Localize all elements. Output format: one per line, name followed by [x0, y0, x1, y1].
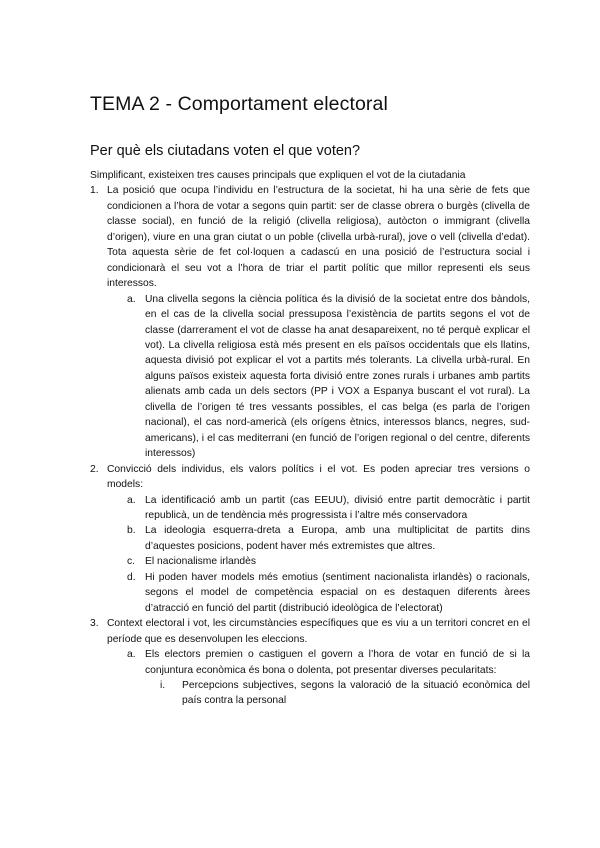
list-item-1	[90, 183, 530, 291]
list-item-text: La identificació amb un partit (cas EEUU), divisió entre partit democràtic i partit republicà, un de tendència més progressista i l’altre més conservadora	[145, 494, 530, 521]
sublist-item-2c	[90, 554, 530, 569]
intro-paragraph: Simplificant, existeixen tres causes principals que expliquen el vot de la ciutadania	[90, 170, 466, 181]
list-marker: 1.	[90, 185, 99, 197]
list-marker: a.	[127, 649, 136, 661]
list-item-text: La posició que ocupa l’individu en l’estructura de la societat, hi ha una sèrie de fets que condicionen a l’hora de votar a segons quin partit: ser de classe obrera o burgès (clivella de classe social), en funció de la religió (clivella religiosa), autòcton o immigrant (clivella d’origen), viure en una gran ciutat o un poble (clivella urbà-rural), jove o vell (clivella d’edat). Tota aquesta sèrie de fet col·loquen a cadascú en una posició de l’estructura social i condicionarà el seu vot a l’hora de triar el partit polític que millor representi els seus interessos.	[107, 185, 530, 290]
section-heading: Per què els ciutadans voten el que voten?	[90, 143, 361, 159]
list-item-text: Convicció dels individus, els valors polítics i el vot. Es poden apreciar tres versions o models:	[107, 463, 530, 491]
list-marker: a.	[127, 293, 136, 305]
list-item-text: Context electoral i vot, les circumstàncies específiques que es viu a un territori concret en el període que es desenvolupen les eleccions.	[107, 618, 530, 645]
list-item-3	[90, 616, 530, 647]
list-marker: a.	[127, 494, 136, 506]
list-marker: d.	[127, 571, 136, 583]
list-item-text: Hi poden haver models més emotius (sentiment nacionalista irlandès) o racionals, segons el model de competència espacial on es destaquen diferents àrees d’atracció en funció del partit (distribució ideològica de l’electorat)	[145, 571, 530, 614]
list-marker: b.	[127, 525, 136, 537]
main-list	[90, 183, 530, 708]
list-item-text: Una clivella segons la ciència política és la divisió de la societat entre dos bàndols, en el cas de la clivella social pressuposa l’existència de partits segons el vot de classe (darrerament el vot de classe ha anat desapareixent, no té perquè explicar el vot). La clivella religiosa està més present en els països occidentals que els llatins, aquesta divisió pot explicar el vot a partits més tolerants. La clivella urbà-rural. En alguns països existeix aquesta forta divisió entre zones rurals i urbanes amb partits alienats amb cada un dels sectors (PP i VOX a Espanya buscant el vot rural). La clivella de l’origen té tres vessants possibles, el cas belga (es parla de l’origen nacional), el cas nord-americà (els orígens ètnics, interessos blancs, negres, sud-americans), i el cas mediterrani (en funció de l’origen regional o del centre, diferents interessos)	[145, 293, 530, 460]
sublist-item-2a	[90, 493, 530, 524]
list-item-text: La ideologia esquerra-dreta a Europa, amb una multiplicitat de partits dins d’aquestes posicions, podent haver més extremistes que altres.	[145, 525, 530, 552]
sublist-item-3a	[90, 647, 530, 678]
list-marker: c.	[127, 556, 136, 568]
sublist-item-2b	[90, 523, 530, 554]
list-item-2	[90, 462, 530, 493]
list-item-text: Percepcions subjectives, segons la valoració de la situació econòmica del país contra la personal	[182, 679, 530, 707]
subsublist-item-3a-i	[90, 678, 530, 709]
list-marker: 2.	[90, 463, 99, 475]
sublist-item-2d	[90, 570, 530, 616]
list-item-text: El nacionalisme irlandès	[145, 556, 257, 568]
page-title: TEMA 2 - Comportament electoral	[90, 93, 388, 115]
document-body	[90, 168, 530, 709]
list-marker: 3.	[90, 618, 99, 630]
list-item-text: Els electors premien o castiguen el govern a l’hora de votar en funció de si la conjuntura econòmica és bona o dolenta, pot presentar diverses pecularitats:	[145, 649, 530, 676]
list-marker: i.	[160, 679, 166, 691]
sublist-item-1a	[90, 292, 530, 462]
